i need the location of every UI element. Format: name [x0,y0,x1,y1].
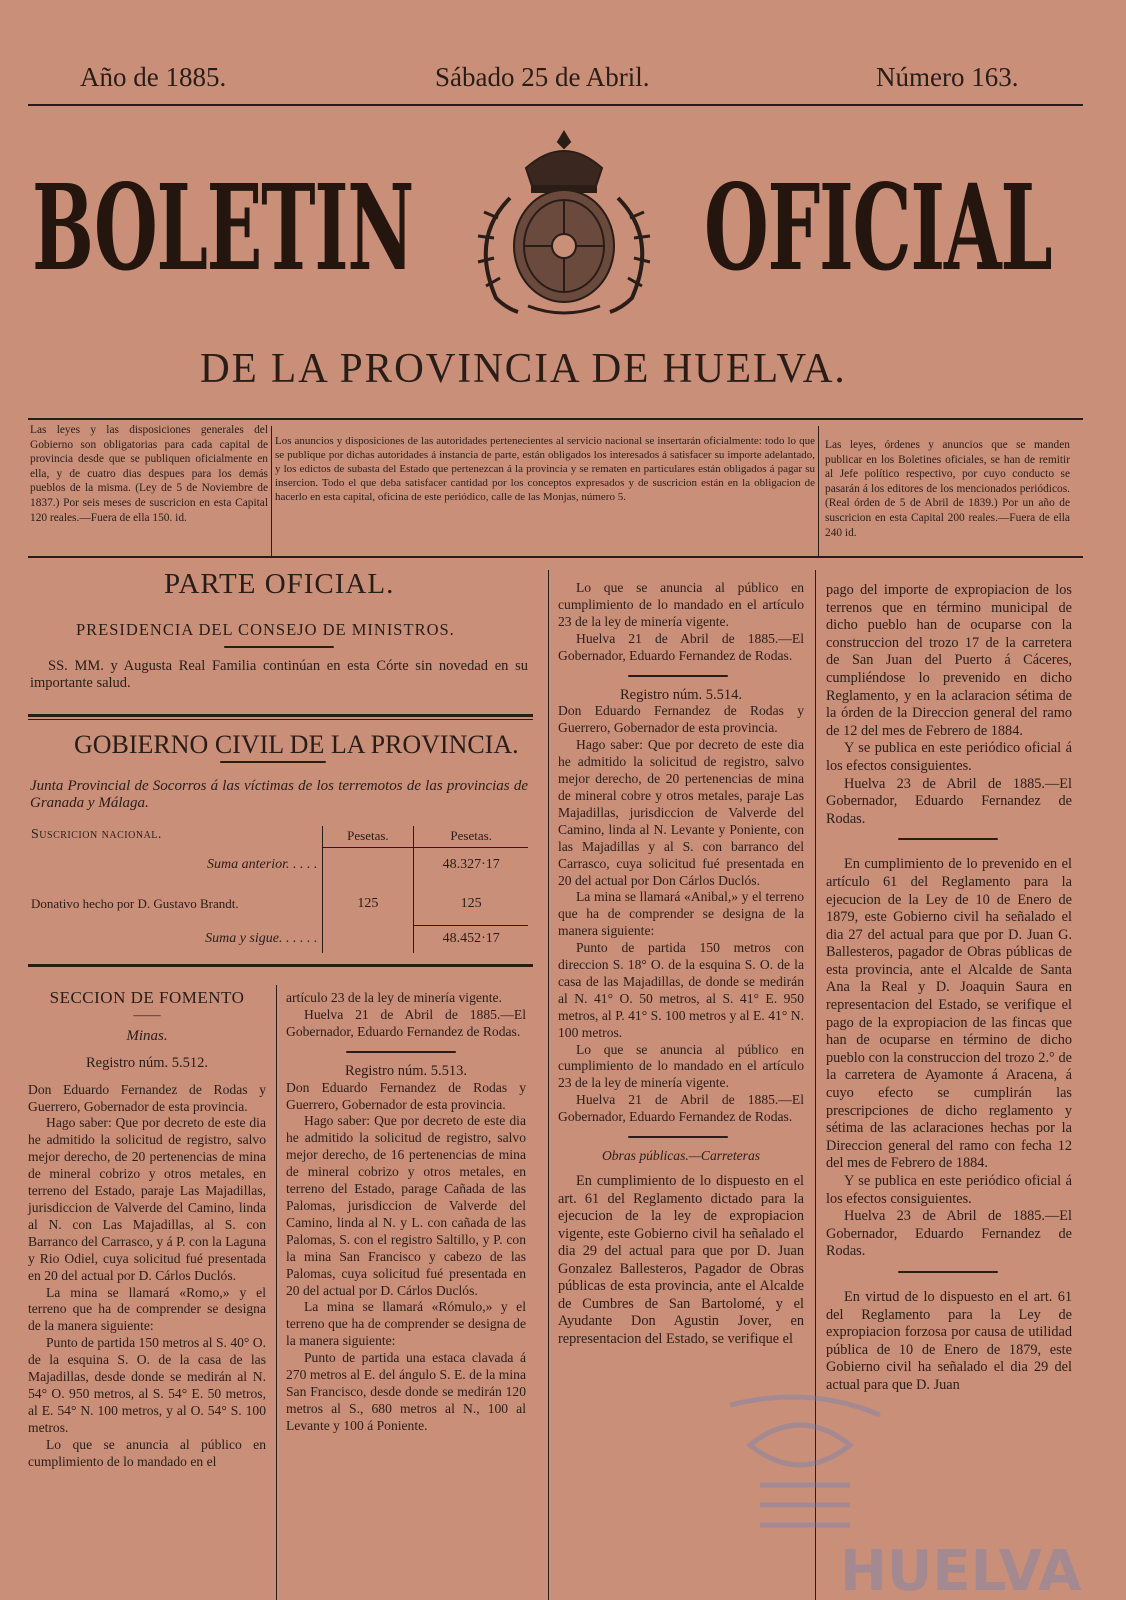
table-cell [322,847,414,883]
col4-paragraph: En cumplimiento de lo prevenido en el artículo 61 del Reglamento para la ejecucion de la Ley de 10 de Enero de 1879, este Gobierno civil ha señalado el dia 27 del actual para que por D. Juan G. Ballesteros, pagador de Obras públicas de esta provincia, ante el Alcalde de Santa Ana la Real y D. Joaquin Saura en representacion del Estado, se verifique el pago de la expropiacion de las fincas que han de ocuparse en término de dicho pueblo con la construccion del trozo 2.° de la carretera de Ayamonte á Aracena, á cuyo efecto se cumplirán las prescripciones de dicho reglamento y sétima de las aclaraciones hechas por la Direccion general del ramo con fecha 12 del mes de Febrero de 1884. [826,856,1072,1172]
col3-paragraph: Lo que se anuncia al público en cumplimiento de lo mandado en el artículo 23 de la ley de minería vigente. [558,1041,804,1091]
fomento-paragraph: La mina se llamará «Romo,» y el terreno que ha de comprender se designa de la manera siguiente: [28,1284,266,1334]
col3-paragraph: Punto de partida 150 metros con direccion S. 18° O. de la esquina S. O. de la casa de las Majadillas, de donde se medirán al N. 41° O. 50 metros, al S. 41° E. 950 metros, al P. 41° S. 100 metros y al E. 41° N. 100 metros. [558,940,804,1040]
col3-paragraph: La mina se llamará «Anibal,» y el terreno que ha de comprender se designa de la manera siguiente: [558,889,804,939]
table-header-label: Suscricion nacional. [31,827,162,842]
ornament-rule [628,675,728,677]
registro-heading: Registro núm. 5.512. [85,1054,209,1071]
column-divider-lower [276,985,277,1600]
header-rule [28,104,1083,106]
fomento-paragraph: Lo que se anuncia al público en cumplimiento de lo mandado en el [28,1436,266,1469]
col2-paragraph: La mina se llamará «Rómulo,» y el terreno que ha de comprender se designa de la manera siguiente: [286,1299,526,1349]
notice-divider-left [271,426,272,556]
fomento-paragraph: Punto de partida 150 metros al S. 40° O. de la esquina S. O. de la casa de las Majadillas, desde donde se medirán al N. 54° O. 950 metros, al S. 54° E. 50 metros, al E. 54° N. 100 metros, y al O. 54° S. 100 metros. [28,1335,266,1435]
masthead-oficial: OFICIAL [704,158,1052,297]
diputacion-huelva-watermark-icon [720,1385,1082,1600]
fomento-title: SECCION DE FOMENTO [49,988,245,1007]
registro-heading: Registro núm. 5.513. [344,1062,468,1079]
col2-paragraph: Huelva 21 de Abril de 1885.—El Gobernador, Eduardo Fernandez de Rodas. [286,1006,526,1039]
fomento-paragraph: Hago saber: Que por decreto de este dia he admitido la solicitud de registro, salvo mejor derecho, de 20 pertenencias de mina de mineral cobrizo y otros metales, en terreno del Estado, paraje Las Majadillas, jurisdiccion de Valverde del Camino, linda al N. con Las Majadillas, al S. con Barranco del Carrasco, y á P. con la Laguna y Rio Odiel, cuya solicitud fué presentada en 20 del actual por D. Cárlos Duclós. [28,1115,266,1283]
column-three [558,580,804,1348]
minas-heading: Minas. [126,1027,168,1044]
ornament-rule [898,1271,998,1273]
col3-paragraph: Huelva 21 de Abril de 1885.—El Gobernador, Eduardo Fernandez de Rodas. [558,630,804,663]
col4-paragraph: En virtud de lo dispuesto en el art. 61 del Reglamento para la Ley de expropiacion forzosa por causa de utilidad pública de 10 de Enero de 1879, este Gobierno civil ha señalado el dia 29 del actual para que D. Juan [826,1288,1072,1393]
column-four [826,582,1072,1395]
col4-paragraph: pago del importe de expropiacion de los terrenos que en término municipal de dicho pueblo han de ocuparse con la construccion del trozo 17 de la carretera de San Juan del Puerto á Cáceres, cumpliéndose lo prevenido en dicho Reglamento, y en la aclaracion sétima de la órden de la Direccion general del ramo de 12 del mes de Febrero de 1884. [826,582,1072,739]
col3-paragraph: Huelva 21 de Abril de 1885.—El Gobernador, Eduardo Fernandez de Rodas. [558,1092,804,1125]
section-rule [28,964,533,967]
section-rule-thin [28,719,533,720]
obras-heading: Obras públicas.—Carreteras [601,1148,761,1164]
masthead-boletin: BOLETIN [32,158,413,297]
col4-paragraph: Y se publica en este periódico oficial á los efectos consiguientes. [826,1173,1072,1207]
registro-heading: Registro núm. 5.514. [619,686,743,703]
parte-oficial-text [30,658,528,692]
royal-coat-of-arms-icon [448,128,680,320]
issue-header [30,62,1075,118]
issue-date: Sábado 25 de Abril. [435,62,650,92]
obras-paragraph: En cumplimiento de lo dispuesto en el art. 61 del Reglamento dictado para la ejecucion de la ley de expropiacion vigente, este Gobierno civil ha señalado el dia 29 del actual para que por D. Juan Gonzalez Ballesteros, Pagador de Obras públicas de esta provincia, ante el Alcalde de Cumbres de San Bartolomé, y el Ayudante Don Agustin Jover, en representacion del Estado, se verifique el [558,1173,804,1347]
issue-number: Número 163. [876,62,1019,92]
col3-paragraph: Hago saber: Que por decreto de este dia he admitido la solicitud de registro, salvo mejor derecho, de 20 pertenencias de mina de mineral cobre y otros metales, paraje Las Majadillas, jurisdiccion de Valverde del Camino, linda al N. Levante y Poniente, con las Majadillas y al S. con barranco del Carrasco, cuya solicitud fué presentada en 20 del actual por Don Cárlos Duclós. [558,737,804,888]
table-cell [322,925,414,953]
col4-paragraph: Huelva 23 de Abril de 1885.—El Gobernador, Eduardo Fernandez de Rodas. [826,1208,1072,1260]
ornament-rule [628,1136,728,1138]
fomento-column [28,990,266,1470]
notice-middle: Los anuncios y disposiciones de las autoridades pertenecientes al servicio nacional se insertarán oficialmente: todo lo que se publique por dichas autoridades á instancia de parte, están obligados los interesados á satisfacer su importe adelantado, y los edictos de subasta del Estado que pertenezcan á la provincia y se rematen en particulares están obligados á pagar su insercion. Todo el que deba satisfacer cantidad por los conceptos expresados y de suscricion están en la obligacion de hacerlo en esta capital, oficina de este periódico, calle de las Monjas, número 5. [275,435,815,503]
masthead-subtitle: DE LA PROVINCIA DE HUELVA. [200,346,847,392]
table-row-label: Suma anterior. . . . . [207,857,318,872]
ornament-rule [346,1051,456,1053]
presidencia-heading: PRESIDENCIA DEL CONSEJO DE MINISTROS. [76,620,455,639]
ornament-rule [224,646,334,648]
col2-paragraph: Punto de partida una estaca clavada á 270 metros al E. del ángulo S. E. de la mina San Francisco, desde donde se medirán 120 metros al S., 680 metros al N., 100 al Levante y 100 á Poniente. [286,1350,526,1433]
notice-left: Las leyes y las disposiciones generales del Gobierno son obligatorias para cada capital de provincia desde que se publiquen oficialmente en ella, y de cuatro dias despues para los demás pueblos de la misma. (Ley de 5 de Noviembre de 1837.) Por seis meses de suscricion en esta Capital 120 reales.—Fuera de ella 150. id. [30,424,268,524]
table-row-label: Suma y sigue. . . . . . [205,931,318,946]
col3-paragraph: Don Eduardo Fernandez de Rodas y Guerrero, Gobernador de esta provincia. [558,703,804,736]
gobierno-title: GOBIERNO CIVIL DE LA PROVINCIA. [74,730,519,759]
table-col2-header: Pesetas. [414,826,528,847]
col4-paragraph: Y se publica en este periódico oficial á los efectos consiguientes. [826,740,1072,774]
column-divider-main [548,570,549,1600]
table-row-label: Donativo hecho por D. Gustavo Brandt. [31,896,239,911]
col2-paragraph: Hago saber: Que por decreto de este dia he admitido la solicitud de registro, salvo mejor derecho, de 16 pertenencias de mina de mineral cobrizo y otros metales, en terreno del Estado, parage Cañada de las Palomas, jurisdiccion de Valverde del Camino, linda al N. y L. con cañada de las Palomas, S. con el registro Saltillo, y P. con la mina San Francisco y cabezo de las Palomas, cuya solicitud fué presentada en 20 del actual por D. Cárlos Duclós. [286,1113,526,1298]
parte-oficial-title: PARTE OFICIAL. [164,568,395,600]
notice-right: Las leyes, órdenes y anuncios que se manden publicar en los Boletines oficiales, se han de remitir al Jefe político respectivo, por cuyo conducto se pasarán á los editores de los mencionados periódicos. (Real órden de 5 de Abril de 1839.) Por un año de suscricion en esta Capital 200 reales.—Fuera de ella 240 id. [825,439,1070,539]
col2-paragraph: Don Eduardo Fernandez de Rodas y Guerrero, Gobernador de esta provincia. [286,1079,526,1112]
ornament-rule [898,838,998,840]
section-rule [28,714,533,717]
ornament-rule [220,761,326,763]
table-col1-header: Pesetas. [322,826,414,847]
table-cell: 125 [414,883,528,925]
col3-paragraph: Lo que se anuncia al público en cumplimiento de lo mandado en el artículo 23 de la ley de minería vigente. [558,580,804,629]
notice-bottom-rule [28,556,1083,558]
suscricion-table [30,826,528,953]
issue-year: Año de 1885. [80,62,227,92]
masthead-rule [28,418,1083,420]
col2-paragraph: artículo 23 de la ley de minería vigente. [286,990,502,1005]
fomento-paragraph: Don Eduardo Fernandez de Rodas y Guerrero, Gobernador de esta provincia. [28,1081,266,1114]
watermark-text: HUELVA [840,1539,1082,1600]
parte-oficial-paragraph: SS. MM. y Augusta Real Familia continúan en esta Córte sin novedad en su importante salud. [30,658,528,691]
table-cell: 48.452·17 [414,925,528,953]
column-two [286,990,526,1435]
col4-paragraph: Huelva 23 de Abril de 1885.—El Gobernador, Eduardo Fernandez de Rodas. [826,775,1072,827]
fomento-dash: —— [133,1006,161,1022]
junta-heading: Junta Provincial de Socorros á las víctimas de los terremotos de las provincias de Granada y Málaga. [30,778,528,811]
table-cell: 48.327·17 [414,847,528,883]
notice-divider-right [818,426,819,556]
table-cell: 125 [322,883,414,925]
